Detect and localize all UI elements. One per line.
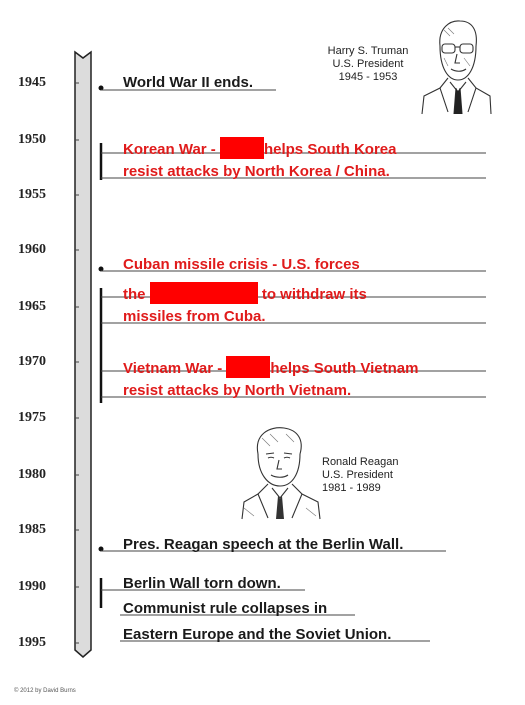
truman-portrait-image bbox=[420, 16, 492, 116]
year-label: 1965 bbox=[18, 299, 46, 314]
event-berlin-wall-line3: Eastern Europe and the Soviet Union. bbox=[123, 626, 392, 643]
vietnam-text-pre: Vietnam War - bbox=[123, 360, 227, 377]
korea-text-post: helps South Korea bbox=[263, 141, 397, 158]
year-label: 1990 bbox=[18, 579, 46, 594]
reagan-name: Ronald Reagan bbox=[322, 456, 399, 468]
timeline-bar bbox=[75, 52, 91, 657]
event-korean-war-line2: resist attacks by North Korea / China. bbox=[123, 163, 390, 180]
event-vietnam-war-line1 bbox=[123, 356, 418, 378]
year-label: 1995 bbox=[18, 635, 46, 650]
year-label: 1950 bbox=[18, 132, 46, 147]
reagan-title: U.S. President bbox=[322, 469, 393, 481]
redaction-box bbox=[150, 282, 258, 304]
event-cuban-crisis-line2 bbox=[123, 282, 367, 304]
year-label: 1980 bbox=[18, 467, 46, 482]
cuba-text-pre: the bbox=[123, 286, 150, 303]
truman-name: Harry S. Truman bbox=[327, 45, 409, 57]
event-berlin-wall-line1: Berlin Wall torn down. bbox=[123, 575, 281, 592]
year-label: 1945 bbox=[18, 75, 46, 90]
event-ww2-ends: World War II ends. bbox=[123, 74, 254, 91]
redaction-box bbox=[226, 356, 270, 378]
truman-caption bbox=[312, 45, 424, 84]
year-label: 1960 bbox=[18, 242, 46, 257]
event-cuban-crisis-line1: Cuban missile crisis - U.S. forces bbox=[123, 256, 360, 273]
year-label: 1975 bbox=[18, 410, 46, 425]
event-berlin-wall-line2: Communist rule collapses in bbox=[123, 600, 328, 617]
event-reagan-speech: Pres. Reagan speech at the Berlin Wall. bbox=[123, 536, 404, 553]
redaction-box bbox=[220, 137, 264, 159]
vietnam-text-post: helps South Vietnam bbox=[270, 360, 419, 377]
event-vietnam-war-line2: resist attacks by North Vietnam. bbox=[123, 382, 352, 399]
reagan-portrait-image bbox=[240, 424, 322, 520]
event-cuban-crisis-line3: missiles from Cuba. bbox=[123, 308, 266, 325]
event-korean-war-line1 bbox=[123, 137, 397, 159]
reagan-caption bbox=[322, 456, 414, 495]
reagan-term: 1981 - 1989 bbox=[322, 482, 381, 494]
year-label: 1985 bbox=[18, 522, 46, 537]
cuba-text-post: to withdraw its bbox=[257, 286, 367, 303]
truman-title: U.S. President bbox=[332, 58, 404, 70]
korea-text-pre: Korean War - bbox=[123, 141, 220, 158]
year-label: 1955 bbox=[18, 187, 46, 202]
copyright-notice: © 2012 by David Burns bbox=[14, 688, 76, 694]
truman-term: 1945 - 1953 bbox=[338, 71, 398, 83]
year-label: 1970 bbox=[18, 354, 46, 369]
